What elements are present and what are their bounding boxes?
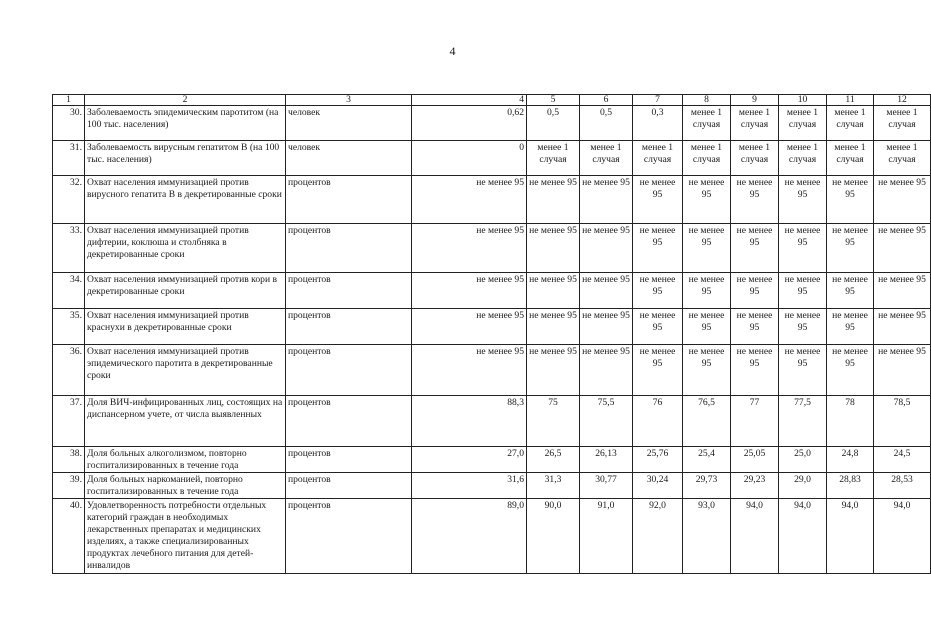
indicator-value: не менее 95 <box>633 176 683 224</box>
row-number: 40. <box>53 499 85 574</box>
indicator-value: 0,5 <box>527 106 580 141</box>
indicator-value: 76,5 <box>683 396 731 447</box>
indicator-value: менее 1 случая <box>827 106 874 141</box>
indicator-value: менее 1 случая <box>779 106 827 141</box>
column-number: 11 <box>827 95 874 106</box>
indicator-value: 88,3 <box>412 396 527 447</box>
unit-of-measure: процентов <box>286 447 412 473</box>
indicator-name: Охват населения иммунизацией против дифтерии, коклюша и столбняка в декретированные сроки <box>85 224 286 273</box>
unit-of-measure: процентов <box>286 499 412 574</box>
column-number: 5 <box>527 95 580 106</box>
indicator-value: не менее 95 <box>580 176 633 224</box>
row-number: 30. <box>53 106 85 141</box>
page-number: 4 <box>449 44 456 58</box>
indicator-value: менее 1 случая <box>580 141 633 176</box>
indicator-value: 27,0 <box>412 447 527 473</box>
row-number: 32. <box>53 176 85 224</box>
indicator-value: 25,76 <box>633 447 683 473</box>
indicator-value: не менее 95 <box>527 273 580 309</box>
indicator-value: 94,0 <box>827 499 874 574</box>
indicator-value: не менее 95 <box>527 224 580 273</box>
indicator-value: не менее 95 <box>779 309 827 345</box>
indicator-value: 89,0 <box>412 499 527 574</box>
indicator-value: 30,77 <box>580 473 633 499</box>
indicator-value: менее 1 случая <box>731 106 779 141</box>
unit-of-measure: человек <box>286 141 412 176</box>
column-number: 8 <box>683 95 731 106</box>
indicator-value: менее 1 случая <box>683 106 731 141</box>
indicator-value: не менее 95 <box>827 273 874 309</box>
indicator-value: менее 1 случая <box>874 141 931 176</box>
indicator-value: не менее 95 <box>731 309 779 345</box>
indicator-value: 78,5 <box>874 396 931 447</box>
row-number: 33. <box>53 224 85 273</box>
indicator-value: не менее 95 <box>779 345 827 396</box>
indicator-value: не менее 95 <box>779 273 827 309</box>
indicators-table <box>52 94 931 574</box>
indicator-value: менее 1 случая <box>779 141 827 176</box>
indicator-value: не менее 95 <box>527 345 580 396</box>
unit-of-measure: человек <box>286 106 412 141</box>
table-row <box>53 473 931 499</box>
row-number: 39. <box>53 473 85 499</box>
indicator-value: не менее 95 <box>412 309 527 345</box>
indicator-value: не менее 95 <box>779 176 827 224</box>
indicator-value: 25,0 <box>779 447 827 473</box>
unit-of-measure: процентов <box>286 273 412 309</box>
indicator-value: 30,24 <box>633 473 683 499</box>
indicator-value: не менее 95 <box>827 345 874 396</box>
indicator-value: 78 <box>827 396 874 447</box>
indicator-value: менее 1 случая <box>633 141 683 176</box>
indicator-value: не менее 95 <box>731 273 779 309</box>
indicator-name: Охват населения иммунизацией против кори в декретированные сроки <box>85 273 286 309</box>
indicator-name: Охват населения иммунизацией против краснухи в декретированные сроки <box>85 309 286 345</box>
column-number: 12 <box>874 95 931 106</box>
indicator-value: 93,0 <box>683 499 731 574</box>
column-number: 9 <box>731 95 779 106</box>
indicator-value: 75,5 <box>580 396 633 447</box>
indicator-value: не менее 95 <box>874 273 931 309</box>
column-number-row <box>53 95 931 106</box>
indicator-name: Доля ВИЧ-инфицированных лиц, состоящих на диспансерном учете, от числа выявленных <box>85 396 286 447</box>
column-number: 10 <box>779 95 827 106</box>
indicator-value: не менее 95 <box>683 176 731 224</box>
indicator-value: 92,0 <box>633 499 683 574</box>
indicator-value: 0,62 <box>412 106 527 141</box>
indicator-value: не менее 95 <box>527 309 580 345</box>
indicator-value: не менее 95 <box>874 309 931 345</box>
indicator-value: 0 <box>412 141 527 176</box>
indicator-value: 77 <box>731 396 779 447</box>
indicator-value: 91,0 <box>580 499 633 574</box>
indicator-value: не менее 95 <box>731 176 779 224</box>
indicator-value: 94,0 <box>874 499 931 574</box>
indicator-value: не менее 95 <box>874 224 931 273</box>
column-number: 2 <box>85 95 286 106</box>
indicator-value: не менее 95 <box>827 224 874 273</box>
table-row <box>53 499 931 574</box>
indicator-name: Удовлетворенность потребности отдельных категорий граждан в необходимых лекарственных препаратах и медицинских изделиях, а также специализированных продуктах лечебного питания для детей-инвалидов <box>85 499 286 574</box>
indicator-name: Охват населения иммунизацией против эпидемического паротита в декретированные сроки <box>85 345 286 396</box>
indicator-name: Заболеваемость вирусным гепатитом В (на 100 тыс. населения) <box>85 141 286 176</box>
unit-of-measure: процентов <box>286 473 412 499</box>
indicator-value: 26,13 <box>580 447 633 473</box>
column-number: 4 <box>412 95 527 106</box>
indicator-value: 31,6 <box>412 473 527 499</box>
indicator-value: 0,5 <box>580 106 633 141</box>
indicator-value: не менее 95 <box>683 224 731 273</box>
indicator-value: не менее 95 <box>580 309 633 345</box>
unit-of-measure: процентов <box>286 396 412 447</box>
row-number: 34. <box>53 273 85 309</box>
indicator-value: менее 1 случая <box>731 141 779 176</box>
indicator-value: 94,0 <box>731 499 779 574</box>
table-row <box>53 273 931 309</box>
indicator-value: не менее 95 <box>580 273 633 309</box>
indicator-value: не менее 95 <box>874 176 931 224</box>
table-row <box>53 345 931 396</box>
indicator-name: Доля больных наркоманией, повторно госпитализированных в течение года <box>85 473 286 499</box>
indicator-value: не менее 95 <box>827 309 874 345</box>
indicator-value: 0,3 <box>633 106 683 141</box>
column-number: 1 <box>53 95 85 106</box>
table-row <box>53 176 931 224</box>
table-row <box>53 309 931 345</box>
indicator-value: не менее 95 <box>527 176 580 224</box>
indicator-value: не менее 95 <box>412 176 527 224</box>
indicator-value: не менее 95 <box>683 345 731 396</box>
unit-of-measure: процентов <box>286 345 412 396</box>
row-number: 36. <box>53 345 85 396</box>
indicator-value: 29,73 <box>683 473 731 499</box>
indicator-value: 76 <box>633 396 683 447</box>
indicator-value: 28,53 <box>874 473 931 499</box>
indicator-value: не менее 95 <box>580 224 633 273</box>
table-row <box>53 106 931 141</box>
indicator-value: не менее 95 <box>580 345 633 396</box>
indicator-value: менее 1 случая <box>683 141 731 176</box>
column-number: 6 <box>580 95 633 106</box>
indicator-name: Охват населения иммунизацией против вирусного гепатита В в декретированные сроки <box>85 176 286 224</box>
indicator-value: 29,0 <box>779 473 827 499</box>
indicator-value: 29,23 <box>731 473 779 499</box>
unit-of-measure: процентов <box>286 309 412 345</box>
indicator-value: не менее 95 <box>633 345 683 396</box>
indicator-value: не менее 95 <box>731 345 779 396</box>
indicator-value: 24,8 <box>827 447 874 473</box>
column-number: 7 <box>633 95 683 106</box>
unit-of-measure: процентов <box>286 176 412 224</box>
indicator-value: не менее 95 <box>633 224 683 273</box>
indicator-value: 75 <box>527 396 580 447</box>
indicator-name: Заболеваемость эпидемическим паротитом (на 100 тыс. населения) <box>85 106 286 141</box>
table-row <box>53 224 931 273</box>
row-number: 37. <box>53 396 85 447</box>
indicator-value: не менее 95 <box>412 345 527 396</box>
indicator-value: не менее 95 <box>827 176 874 224</box>
indicator-value: 90,0 <box>527 499 580 574</box>
unit-of-measure: процентов <box>286 224 412 273</box>
indicator-value: менее 1 случая <box>827 141 874 176</box>
indicator-value: не менее 95 <box>874 345 931 396</box>
indicator-value: менее 1 случая <box>874 106 931 141</box>
indicator-value: менее 1 случая <box>527 141 580 176</box>
indicator-value: 94,0 <box>779 499 827 574</box>
indicator-value: 31,3 <box>527 473 580 499</box>
row-number: 38. <box>53 447 85 473</box>
indicator-value: 26,5 <box>527 447 580 473</box>
indicator-value: не менее 95 <box>731 224 779 273</box>
row-number: 35. <box>53 309 85 345</box>
indicator-value: не менее 95 <box>683 309 731 345</box>
indicator-value: 77,5 <box>779 396 827 447</box>
indicator-value: не менее 95 <box>412 224 527 273</box>
indicator-value: 25,4 <box>683 447 731 473</box>
indicator-name: Доля больных алкоголизмом, повторно госпитализированных в течение года <box>85 447 286 473</box>
indicator-value: не менее 95 <box>633 309 683 345</box>
table-row <box>53 447 931 473</box>
indicator-value: не менее 95 <box>412 273 527 309</box>
indicator-value: не менее 95 <box>683 273 731 309</box>
indicator-value: 24,5 <box>874 447 931 473</box>
column-number: 3 <box>286 95 412 106</box>
row-number: 31. <box>53 141 85 176</box>
indicator-value: 25,05 <box>731 447 779 473</box>
table-row <box>53 396 931 447</box>
indicator-value: не менее 95 <box>779 224 827 273</box>
indicator-value: не менее 95 <box>633 273 683 309</box>
table-row <box>53 141 931 176</box>
indicator-value: 28,83 <box>827 473 874 499</box>
